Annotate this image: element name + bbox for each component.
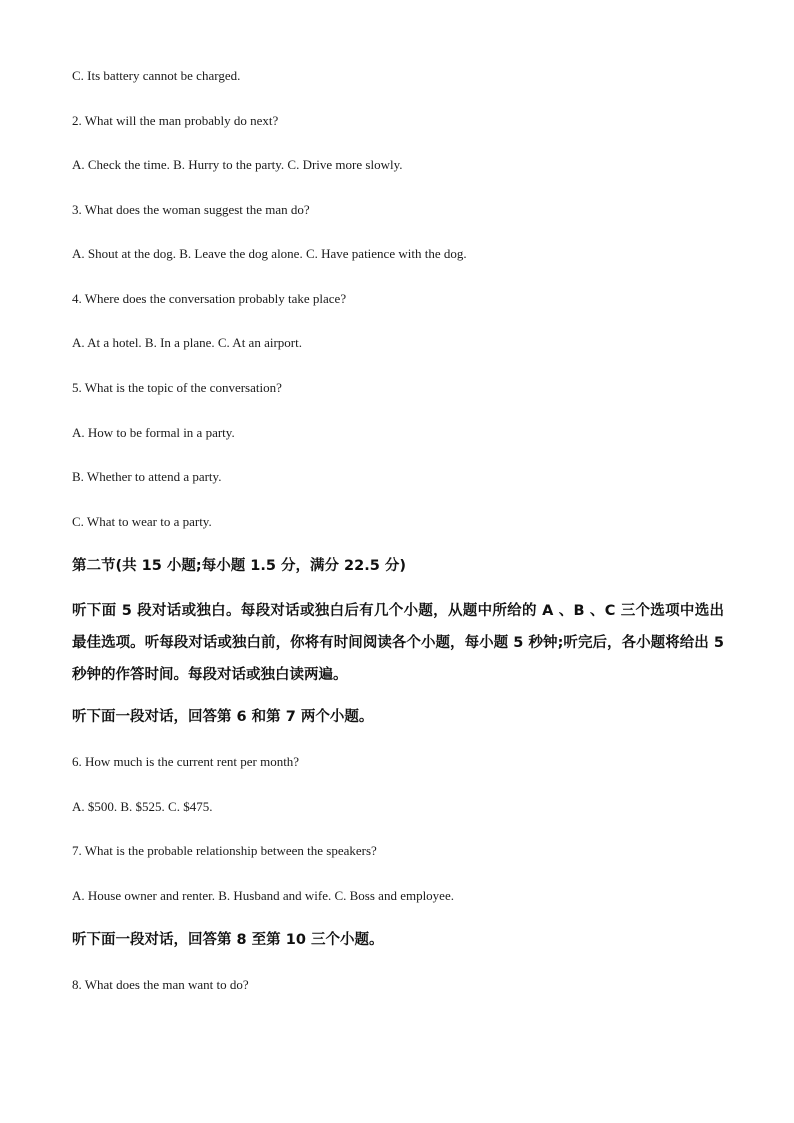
question-3: 3. What does the woman suggest the man do?	[72, 202, 310, 217]
answers-6: A. $500. B. $525. C. $475.	[72, 799, 213, 814]
dialog-intro-2: 听下面一段对话，回答第 8 至第 10 三个小题。	[72, 932, 384, 948]
answers-7: A. House owner and renter. B. Husband and wife. C. Boss and employee.	[72, 888, 454, 903]
answer-option-1c: C. Its battery cannot be charged.	[72, 68, 241, 83]
question-5: 5. What is the topic of the conversation?	[72, 380, 282, 395]
question-6: 6. How much is the current rent per month?	[72, 754, 300, 769]
question-2: 2. What will the man probably do next?	[72, 113, 279, 128]
question-4: 4. Where does the conversation probably take place?	[72, 291, 347, 306]
answers-3: A. Shout at the dog. B. Leave the dog alone. C. Have patience with the dog.	[72, 246, 467, 261]
section-instructions: 听下面 5 段对话或独白。每段对话或独白后有几个小题，从题中所给的 A 、B 、C 三个选项中选出最佳选项。听每段对话或独白前，你将有时间阅读各个小题，每小题 5 秒钟;听完后，各小题将给出 5 秒钟的作答时间。每段对话或独白读两遍。	[72, 603, 724, 683]
answer-5c: C. What to wear to a party.	[72, 514, 212, 529]
answer-5b: B. Whether to attend a party.	[72, 469, 222, 484]
question-7: 7. What is the probable relationship between the speakers?	[72, 843, 377, 858]
answer-5a: A. How to be formal in a party.	[72, 425, 235, 440]
question-8: 8. What does the man want to do?	[72, 977, 249, 992]
answers-4: A. At a hotel. B. In a plane. C. At an airport.	[72, 335, 302, 350]
dialog-intro-1: 听下面一段对话，回答第 6 和第 7 两个小题。	[72, 709, 374, 725]
section-title: 第二节(共 15 小题;每小题 1.5 分，满分 22.5 分)	[72, 558, 406, 574]
answers-2: A. Check the time. B. Hurry to the party. C. Drive more slowly.	[72, 157, 403, 172]
